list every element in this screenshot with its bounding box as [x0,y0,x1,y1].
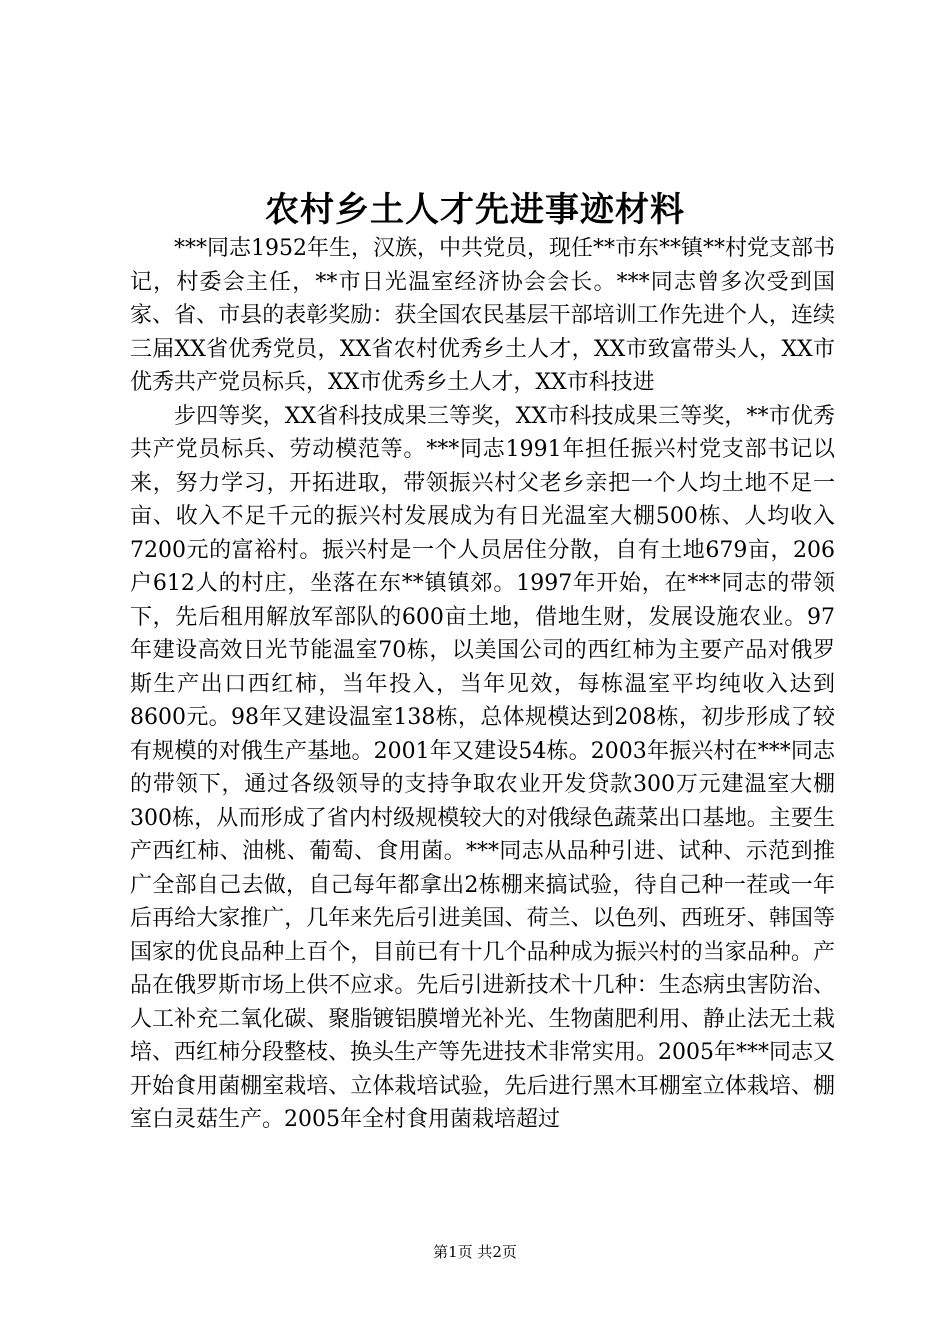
document-body [130,232,835,1137]
paragraph-1: ***同志1952年生，汉族，中共党员，现任**市东**镇**村党支部书记，村委会主任，**市日光温室经济协会会长。***同志曾多次受到国家、省、市县的表彰奖励：获全国农民基层干部培训工作先进个人，连续三届XX省优秀党员，XX省农村优秀乡土人才，XX市致富带头人，XX市优秀共产党员标兵，XX市优秀乡土人才，XX市科技进 [130,236,835,395]
page-footer: 第1页 共2页 [433,1243,517,1261]
paragraph-2: 步四等奖，XX省科技成果三等奖，XX市科技成果三等奖，**市优秀共产党员标兵、劳动模范等。***同志1991年担任振兴村党支部书记以来，努力学习，开拓进取，带领振兴村父老乡亲把一个人均土地不足一亩、收入不足千元的振兴村发展成为有日光温室大棚500栋、人均收入7200元的富裕村。振兴村是一个人员居住分散，自有土地679亩，206户612人的村庄，坐落在东**镇镇郊。1997年开始，在***同志的带领下，先后租用解放军部队的600亩土地，借地生财，发展设施农业。97年建设高效日光节能温室70栋，以美国公司的西红柿为主要产品对俄罗斯生产出口西红柿，当年投入，当年见效，每栋温室平均纯收入达到8600元。98年又建设温室138栋，总体规模达到208栋，初步形成了较有规模的对俄生产基地。2001年又建设54栋。2003年振兴村在***同志的带领下，通过各级领导的支持争取农业开发贷款300万元建温室大棚300栋，从而形成了省内村级规模较大的对俄绿色蔬菜出口基地。主要生产西红柿、油桃、葡萄、食用菌。***同志从品种引进、试种、示范到推广全部自己去做，自己每年都拿出2栋棚来搞试验，待自己种一茬或一年后再给大家推广，几年来先后引进美国、荷兰、以色列、西班牙、韩国等国家的优良品种上百个，目前已有十几个品种成为振兴村的当家品种。产品在俄罗斯市场上供不应求。先后引进新技术十几种：生态病虫害防治、人工补充二氧化碳、聚脂镀铝膜增光补光、生物菌肥利用、静止法无土栽培、西红柿分段整枝、换头生产等先进技术非常实用。2005年***同志又开始食用菌棚室栽培、立体栽培试验，先后进行黑木耳棚室立体栽培、棚室白灵菇生产。2005年全村食用菌栽培超过 [130,403,835,1132]
document-title: 农村乡土人才先进事迹材料 [265,190,685,230]
